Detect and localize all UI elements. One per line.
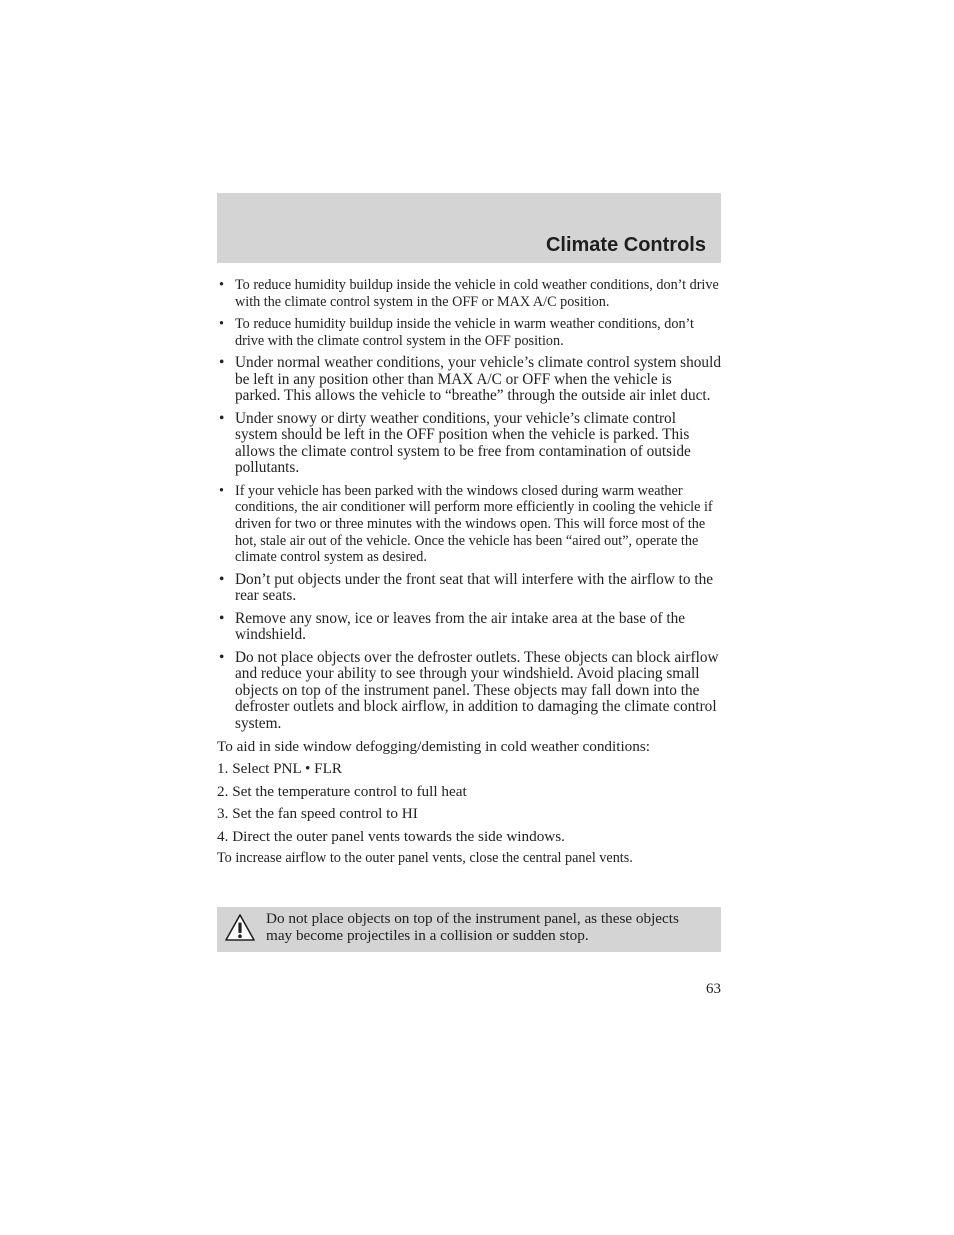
page-content bbox=[217, 277, 721, 867]
list-item bbox=[217, 483, 721, 566]
section-header bbox=[217, 193, 721, 263]
warning-text: Do not place objects on top of the instrument panel, as these objects may become projectiles in a collision or sudden stop. bbox=[266, 910, 679, 944]
defog-steps bbox=[217, 760, 721, 845]
bullet-icon: • bbox=[219, 609, 225, 627]
page-number: 63 bbox=[706, 981, 721, 997]
list-item-text: Do not place objects over the defroster outlets. These objects can block airflow and reduce your ability to see through your windshield. Avoid placing small objects on top of the instrument panel. These objects may fall down into the defroster outlets and block airflow, in addition to damaging the climate control system. bbox=[235, 648, 719, 732]
list-item bbox=[217, 572, 721, 605]
list-item-text: To reduce humidity buildup inside the vehicle in warm weather conditions, don’t drive with the climate control system in the OFF position. bbox=[235, 316, 694, 349]
list-item bbox=[217, 611, 721, 644]
step-item: 3. Set the fan speed control to HI bbox=[217, 805, 418, 823]
list-item-text: Don’t put objects under the front seat that will interfere with the airflow to the rear seats. bbox=[235, 570, 714, 605]
list-item-text: To reduce humidity buildup inside the vehicle in cold weather conditions, don’t drive with the climate control system in the OFF or MAX A/C position. bbox=[235, 277, 719, 310]
defog-intro: To aid in side window defogging/demisting in cold weather conditions: bbox=[217, 738, 650, 756]
warning-triangle-icon bbox=[224, 913, 256, 943]
list-item bbox=[217, 316, 721, 349]
bullet-icon: • bbox=[219, 354, 225, 372]
step-item: 4. Direct the outer panel vents towards the side windows. bbox=[217, 827, 565, 845]
tips-list bbox=[217, 277, 721, 732]
list-item bbox=[217, 650, 721, 733]
warning-box bbox=[217, 907, 721, 952]
step-item: 2. Set the temperature control to full heat bbox=[217, 782, 467, 800]
step-item: 1. Select PNL • FLR bbox=[217, 760, 342, 778]
list-item-text: Under normal weather conditions, your vehicle’s climate control system should be left in any position other than MAX A/C or OFF when the vehicle is parked. This allows the vehicle to “breathe” through the outside air inlet duct. bbox=[235, 354, 721, 405]
list-item bbox=[217, 277, 721, 310]
airflow-note: To increase airflow to the outer panel vents, close the central panel vents. bbox=[217, 850, 633, 867]
list-item bbox=[217, 411, 721, 477]
bullet-icon: • bbox=[219, 316, 224, 333]
bullet-icon: • bbox=[219, 648, 225, 666]
bullet-icon: • bbox=[219, 277, 224, 293]
bullet-icon: • bbox=[219, 482, 224, 499]
bullet-icon: • bbox=[219, 570, 225, 588]
list-item-text: If your vehicle has been parked with the windows closed during warm weather conditions, the air conditioner will perform more efficiently in cooling the vehicle if driven for two or three minutes with the windows open. This will force most of the hot, stale air out of the vehicle. Once the vehicle has been “aired out”, operate the climate control system as desired. bbox=[235, 482, 713, 566]
list-item-text: Under snowy or dirty weather conditions, your vehicle’s climate control system should be left in the OFF position when the vehicle is parked. This allows the climate control system to be free from contamination of outside pollutants. bbox=[235, 409, 691, 477]
bullet-icon: • bbox=[219, 409, 225, 427]
list-item-text: Remove any snow, ice or leaves from the air intake area at the base of the windshield. bbox=[235, 609, 686, 644]
list-item bbox=[217, 355, 721, 405]
section-title: Climate Controls bbox=[545, 234, 706, 256]
